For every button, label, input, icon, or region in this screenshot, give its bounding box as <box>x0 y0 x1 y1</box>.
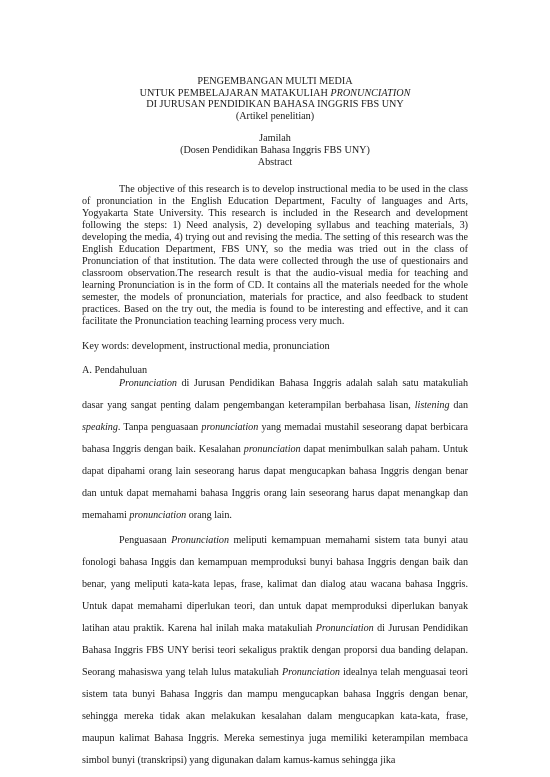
title-line-1: PENGEMBANGAN MULTI MEDIA <box>197 76 353 87</box>
author-block <box>82 133 468 168</box>
article-type: (Artikel penelitian) <box>235 110 315 122</box>
title-line-2: UNTUK PEMBELAJARAN MATAKULIAH PRONUNCIATION <box>139 87 411 99</box>
keywords: Key words: development, instructional media, pronunciation <box>82 340 330 352</box>
article-title <box>82 76 468 122</box>
author-name: Jamilah <box>259 133 291 145</box>
title-line-3: DI JURUSAN PENDIDIKAN BAHASA INGGRIS FBS UNY <box>146 99 404 111</box>
abstract-heading: Abstract <box>257 156 293 168</box>
body-paragraph-1: Pronunciation di Jurusan Pendidikan Bahasa Inggris adalah salah satu matakuliah dasar yang sangat penting dalam pengembangan keterampilan berbahasa lisan, listening dan speaking. Tanpa penguasaan pronunciation yang memadai mustahil seseorang dapat berbicara bahasa Inggris dengan baik. Kesalahan pronunciation dapat menimbulkan salah paham. Untuk dapat dipahami orang lain seseorang harus dapat mengucapkan bahasa Inggris dengan benar dan untuk dapat memahami bahasa Inggris orang lain seseorang harus dapat menangkap dan memahami pronunciation orang lain. <box>82 377 469 521</box>
author-affiliation: (Dosen Pendidikan Bahasa Inggris FBS UNY) <box>180 144 370 156</box>
section-heading: A. Pendahuluan <box>82 364 148 376</box>
body-paragraph-2: Penguasaan Pronunciation meliputi kemampuan memahami sistem tata bunyi atau fonologi bahasa Inggis dan kemampuan memproduksi bunyi bahasa Inggris dengan baik dan benar, yang meliputi kata-kata lepas, frase, kalimat dan dialog atau wacana bahasa Inggris. Untuk dapat memahami diperlukan teori, dan untuk dapat memproduksi diperlukan banyak latihan atau praktik. Karena hal inilah maka matakuliah Pronunciation di Jurusan Pendidikan Bahasa Inggris FBS UNY berisi teori sekaligus praktik dengan proporsi dua banding delapan. Seorang mahasiswa yang telah lulus matakuliah Pronunciation idealnya telah menguasai teori sistem tata bunyi Bahasa Inggris dan mampu mengucapkan bahasa Inggris dengan benar, sehingga mereka tidak akan melakukan kesalahan dalam mengucapkan kata-kata, frase, maupun kalimat Bahasa Inggris. Mereka semestinya juga memiliki keterampilan membaca simbol bunyi (transkripsi) yang digunakan dalam kamus-kamus sehingga jika <box>82 534 469 767</box>
abstract-text: The objective of this research is to develop instructional media to be used in the class of pronunciation in the English Education Department, Faculty of languages and Arts, Yogyakarta State University. This research is included in the Research and development following the steps: 1) Need analysis, 2) developing syllabus and teaching materials, 3) developing the media, 4) trying out and revising the media. The setting of this research was the English Education Department, FBS UNY, so the media was tried out in the class of Pronunciation of that institution. The data were collected through the use of questionairs and classroom observation.The research result is that the audio-visual media for teaching and learning Pronunciation is in the form of CD. It contains all the materials needed for the whole semester, the models of pronunciation, materials for practice, and also feedback to student practices. Based on the try out, the media is found to be interesting and effective, and it can facilitate the Pronunciation teaching learning process very much. <box>82 184 468 327</box>
